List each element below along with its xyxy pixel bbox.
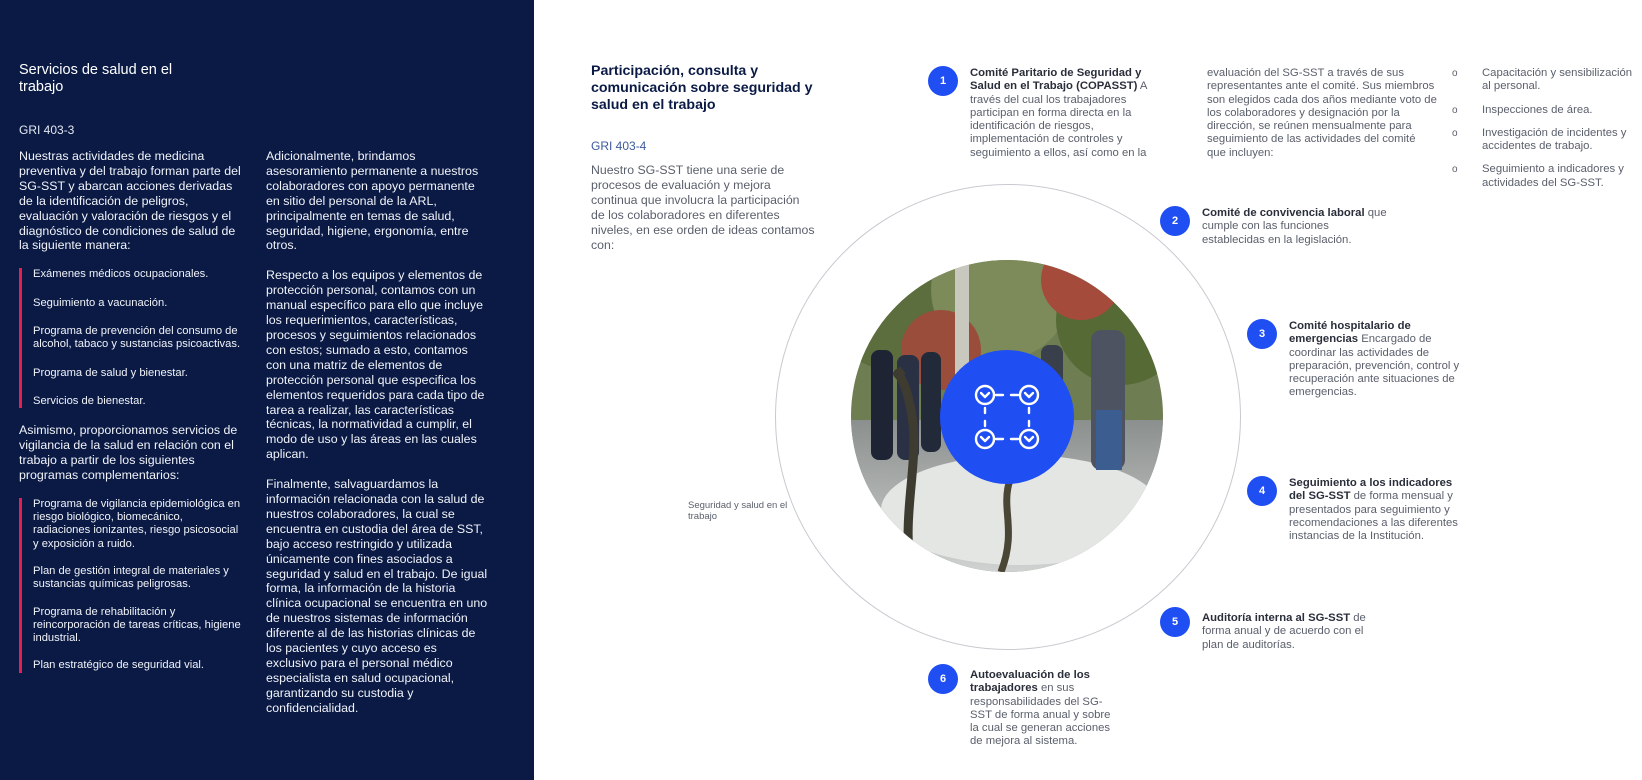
paragraph: Asimismo, proporcionamos servicios de vigilancia de la salud en relación con el trabajo a partir de los siguientes programas complementarios:: [19, 423, 238, 482]
item-number-badge: 2: [1160, 206, 1190, 236]
list-item: Programa de prevención del consumo de alcohol, tabaco y sustancias psicoactivas.: [33, 324, 241, 351]
list-item: Seguimiento a vacunación.: [33, 296, 168, 309]
collaboration-emblem: [940, 350, 1074, 484]
item-auditoria: [1202, 612, 1372, 652]
item-number-badge: 6: [928, 664, 958, 694]
list-item: Programa de rehabilitación y reincorporación de tareas críticas, higiene industrial.: [33, 605, 241, 645]
list-item: o Capacitación y sensibilización al personal.: [1452, 67, 1633, 93]
paragraph: Finalmente, salvaguardamos la información relacionada con la salud de nuestros colaboradores, la cual se encuentra en custodia del área de SST, bajo acceso restringido y utilizada únicamente con fines asociados a seguridad y salud en el trabajo. De igual forma, la información de la historia clínica ocupacional se encuentra en uno de nuestros sistemas de información diferente al de las historias clínicas de los pacientes y cuyo acceso es exclusivo para el personal médico especialista en salud ocupacional, garantizando su custodia y confidencialidad.: [266, 477, 488, 715]
section-title-health-services: Servicios de salud en el trabajo: [19, 62, 173, 95]
item-number-badge: 1: [928, 66, 958, 96]
item-description: de forma mensual y presentados para seguimiento y recomendaciones a las diferentes instancias de la Institución.: [1289, 490, 1458, 543]
item-indicadores: [1289, 477, 1467, 543]
item-heading: Autoevaluación de los trabajadores: [970, 669, 1090, 695]
list-item: Servicios de bienestar.: [33, 394, 146, 407]
item-description: A través del cual los trabajadores participan en forma directa en la identificación de riesgos, implementación de controles y seguimiento a ellos, así como en la: [970, 80, 1147, 159]
paragraph: Respecto a los equipos y elementos de protección personal, contamos con un manual específico para ello que incluye los requerimientos, características, procesos y seguimientos relacionados con estos; sumado a esto, contamos con una matriz de elementos de protección personal que especifica los elementos requeridos para cada tipo de tarea a realizar, las características técnicas, la normatividad a cumplir, el modo de uso y las áreas en las cuales aplican.: [266, 268, 485, 462]
list-item: Exámenes médicos ocupacionales.: [33, 268, 209, 281]
item-heading: Seguimiento a los indicadores del SG-SST: [1289, 477, 1453, 503]
intro-paragraph: Nuestro SG-SST tiene una serie de procesos de evaluación y mejora continua que involucra la participación de los colaboradores en diferentes niveles, en ese orden de ideas contamos con:: [591, 163, 815, 252]
bullet-circle-icon: o: [1452, 164, 1458, 176]
left-column-1: [19, 149, 241, 688]
item-number-badge: 4: [1247, 476, 1277, 506]
item-autoevaluacion: [970, 669, 1120, 749]
item-description: de forma anual y de acuerdo con el plan de auditorías.: [1202, 612, 1366, 651]
preventive-activities-list: [19, 268, 241, 408]
list-item: o Inspecciones de área.: [1452, 103, 1593, 116]
item-description: Encargado de coordinar las actividades de preparación, prevención, control y recuperación ante situaciones de emergencias.: [1289, 333, 1460, 399]
left-column-2: [266, 149, 491, 716]
bullet-circle-icon: o: [1452, 127, 1458, 139]
bullet-circle-icon: o: [1452, 68, 1458, 79]
left-panel: [0, 0, 534, 780]
list-item: Plan estratégico de seguridad vial.: [33, 659, 205, 672]
list-item: Programa de vigilancia epidemiológica en riesgo biológico, biomecánico, radiaciones ionizantes, riesgo psicosocial y exposición a ruido.: [33, 497, 241, 550]
gri-code: GRI 403-3: [19, 123, 75, 137]
bullet-circle-icon: o: [1452, 104, 1458, 116]
list-item: Programa de salud y bienestar.: [33, 366, 188, 379]
handshake-group-icon: [971, 381, 1043, 453]
item-number-badge: 3: [1247, 319, 1277, 349]
paragraph: Nuestras actividades de medicina preventiva y del trabajo forman parte del SG-SST y abarcan acciones derivadas de la identificación de peligros, evaluación y valoración de riesgos y el diagnóstico de condiciones de salud de la siguiente manera:: [19, 149, 241, 253]
gri-code: GRI 403-4: [591, 139, 647, 153]
item-description: en sus responsabilidades del SG-SST de forma anual y sobre la cual se generan acciones de mejora al sistema.: [970, 682, 1111, 748]
item-description: que cumple con las funciones establecidas en la legislación.: [1202, 207, 1387, 246]
list-item: o Investigación de incidentes y accidentes de trabajo.: [1452, 126, 1627, 153]
complementary-programs-list: [19, 498, 241, 673]
photo-caption: Seguridad y salud en el trabajo: [688, 500, 788, 522]
item-heading: Comité hospitalario de emergencias: [1289, 320, 1411, 346]
item-heading: Comité de convivencia laboral: [1202, 207, 1365, 219]
paragraph: Adicionalmente, brindamos asesoramiento permanente a nuestros colaboradores con apoyo permanente en sitio del personal de la ARL, principalmente en temas de salud, seguridad, higiene, ergonomía, entre otros.: [266, 149, 479, 253]
item-heading: Auditoría interna al SG-SST: [1202, 612, 1351, 624]
copasst-continuation: evaluación del SG-SST a través de sus representantes ante el comité. Sus miembros son elegidos cada dos años mediante voto de los colaboradores y designación por la dirección, se reúnen mensualmente para seguimiento de las actividades del comité que incluyen:: [1207, 67, 1437, 159]
list-item: Plan de gestión integral de materiales y sustancias químicas peligrosas.: [33, 564, 229, 591]
item-convivencia: [1202, 207, 1392, 247]
item-copasst: [970, 67, 1170, 160]
item-emergencias: [1289, 320, 1469, 400]
item-heading: Comité Paritario de Seguridad y Salud en el Trabajo (COPASST): [970, 67, 1142, 93]
item-number-badge: 5: [1160, 607, 1190, 637]
section-title-participation: Participación, consulta y comunicación sobre seguridad y salud en el trabajo: [591, 63, 813, 113]
list-item: o Seguimiento a indicadores y actividades del SG-SST.: [1452, 163, 1624, 189]
committee-activities-list: [1452, 67, 1642, 190]
